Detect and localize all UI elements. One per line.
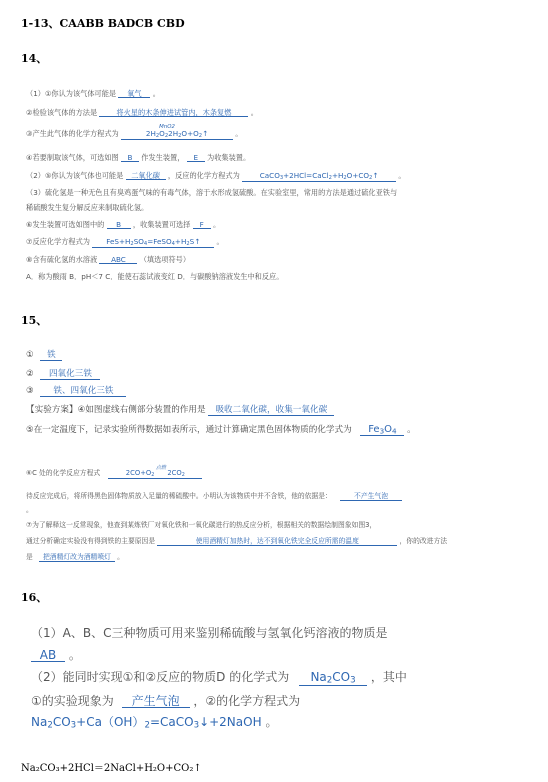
q15-line-10 — [26, 554, 124, 562]
q15-answer-2-row: ② 四氧化三铁 — [26, 370, 100, 380]
q16-l3-text: （2）能同时实现①和②反应的物质D 的化学式为 — [31, 670, 290, 684]
q14-line-10 — [26, 256, 190, 264]
q14-line-8 — [26, 221, 220, 229]
q14-answer-test-method: 将火星的木条伸进试管内，木条复燃 — [99, 109, 248, 117]
q14-l8-text: ⑥发生装置可选如图中的 — [26, 220, 105, 229]
q15-answer-2: 四氧化三铁 — [40, 370, 100, 380]
q16-l5-end: 。 — [265, 715, 278, 729]
q15-answer-3: 铁、四氧化三铁 — [40, 387, 126, 397]
q15-answer-main-cause: 使用酒精灯加热时，达不到氧化铁完全反应所需的温度 — [157, 538, 397, 546]
q16-l4-text: ①的实验现象为 — [31, 694, 114, 708]
q14-l2-end: 。 — [250, 108, 258, 117]
q15-answer-1: 铁 — [40, 351, 62, 361]
q14-l5-mid: ，反应的化学方程式为 — [167, 171, 240, 180]
catalyst-label: MnO2 — [159, 124, 175, 131]
q15-line-9 — [26, 538, 447, 546]
q14-line-3 — [26, 124, 243, 140]
q16-line-4 — [31, 695, 300, 708]
q14-answer-caco3-equation: $CaCO_3+2HCl=CaCl_2+H_2O+CO_2↑$ — [242, 172, 396, 182]
q14-answer-h2s-collector: F — [193, 221, 211, 229]
q14-line-11-options: A．称为酸雨 B．pH＜7 C．能使石蕊试液变红 D．与碳酸钠溶液发生中和反应。 — [26, 272, 284, 281]
q14-answer-gas: 氧气 — [118, 90, 150, 98]
q14-answer-fes-equation: $FeS+H_2SO_4=FeSO_4+H_2S↑$ — [92, 238, 214, 248]
q15-line-4 — [26, 406, 334, 416]
q15-line-8: ⑦为了解释这一反常现象，他查到某炼铁厂对氧化铁和一氧化碳进行的热反应分析，根据相关的数据绘制图象如图3， — [26, 521, 377, 529]
q16-line-3 — [31, 671, 407, 686]
q16-title: 16、 — [21, 591, 48, 604]
q14-l2-text: ②检验该气体的方法是 — [26, 108, 98, 117]
q15-l10-text: 是 — [26, 553, 33, 561]
q14-line-1 — [26, 90, 160, 98]
q14-l1-text: （1）①你认为该气体可能是 — [26, 89, 117, 98]
q14-l10-end: （填选项符号） — [139, 255, 191, 264]
q14-line-9 — [26, 238, 224, 248]
q16-answer-na2co3: $Na_2CO_3$ — [299, 671, 367, 686]
q15-l9-text: 通过分析确定实验没有得到铁的主要原因是 — [26, 537, 156, 545]
q14-line-7: 稀硫酸发生复分解反应来制取硫化氢。 — [26, 203, 149, 212]
q14-line-5 — [26, 172, 406, 182]
q14-l5-text: （2）⑤你认为该气体也可能是 — [26, 171, 124, 180]
q14-answer-generator: B — [121, 154, 139, 162]
q15-l9-end: ，你的改进方法 — [399, 537, 448, 545]
q16-l3-end: ，其中 — [370, 670, 407, 684]
q14-l8-mid: ，收集装置可选择 — [132, 220, 191, 229]
q15-answer-device-purpose: 吸收二氧化碳，收集一氧化碳 — [208, 406, 334, 416]
q15-line-5 — [26, 425, 416, 436]
q15-title: 15、 — [21, 314, 48, 327]
q15-answer-formula: $Fe_3O_4$ — [360, 425, 404, 436]
q15-l5-end: 。 — [407, 425, 416, 435]
q15-line-7 — [26, 493, 402, 501]
q15-answer-1-row: ① 铁 — [26, 351, 62, 361]
q16-answer-equation: $Na_2CO_3+Ca(OH)_2=CaCO_3↓+2NaOH$ — [31, 715, 262, 731]
q14-l4-end: 为收集装置。 — [207, 153, 251, 162]
q14-line-4 — [26, 154, 250, 162]
q14-l9-end: 。 — [216, 237, 224, 246]
q15-line-6 — [26, 464, 202, 479]
q14-line-6: （3）硫化氢是一种无色且有臭鸡蛋气味的有毒气体，溶于水形成氢硫酸。在实验室里，常用的方法是通过硫化亚铁与 — [26, 188, 398, 197]
q14-answer-collector: E — [187, 154, 205, 162]
q15-l10-end: 。 — [117, 553, 124, 561]
q14-l3-end: 。 — [235, 129, 243, 138]
q16-answer-ab: AB — [31, 649, 65, 662]
q15-l5-text: ⑤在一定温度下，记录实验所得数据如表所示，通过计算确定黑色固体物质的化学式为 — [26, 425, 352, 435]
q14-l4-text: ④若要制取该气体，可选如图 — [26, 153, 119, 162]
q15-answer-c-equation: $2CO+O_2$ 点燃 $2CO_2$ — [108, 470, 202, 479]
q15-answer-improvement: 把酒精灯改为酒精喷灯 — [39, 554, 115, 562]
q14-l5-end: 。 — [398, 171, 406, 180]
q15-line-7b: 。 — [26, 506, 33, 514]
q16-l4-end: ，②的化学方程式为 — [193, 694, 301, 708]
q15-answer-3-row: ③ 铁、四氧化三铁 — [26, 387, 126, 397]
q14-l1-end: 。 — [152, 89, 160, 98]
ignite-condition: 点燃 — [155, 464, 166, 471]
q14-l8-end: 。 — [213, 220, 221, 229]
final-equation: Na₂CO₃+2HCl＝2NaCl+H₂O+CO₂↑ — [21, 763, 202, 774]
q14-answer-h2s-generator: B — [107, 221, 131, 229]
q16-line-1: （1）A、B、C三种物质可用来鉴别稀硫酸与氢氧化钙溶液的物质是 — [31, 626, 388, 640]
q14-l3-text: ③产生此气体的化学方程式为 — [26, 129, 119, 138]
q14-l10-text: ⑧含有硫化氢的水溶液 — [26, 255, 98, 264]
q16-line-5 — [31, 716, 277, 730]
q14-answer-co2: 二氧化碳 — [126, 172, 166, 180]
q16-answer-phenomenon: 产生气泡 — [122, 695, 190, 708]
q15-l7-text: 待反应完成后，将所得黑色固体物质放入足量的稀硫酸中。小明认为该物质中并不含铁，他的依据是： — [26, 492, 332, 500]
q15-l4-text: 【实验方案】④如图虚线右侧部分装置的作用是 — [26, 405, 206, 415]
q14-l9-text: ⑦反应化学方程式为 — [26, 237, 90, 246]
q14-l4-mid: 作发生装置， — [141, 153, 185, 162]
q14-answer-equation: $2H_2O_2$ MnO2 $2H_2O+O_2↑$ — [121, 130, 233, 140]
q14-answer-h2s-solution: ABC — [99, 256, 137, 264]
q15-answer-reason: 不产生气泡 — [340, 493, 402, 501]
q14-line-2 — [26, 109, 258, 117]
q16-line-2: AB 。 — [31, 649, 81, 662]
answers-1-13: 1-13、CAABB BADCB CBD — [21, 17, 185, 30]
q15-l6-text: ⑥C 处的化学反应方程式 — [26, 469, 101, 477]
q14-title: 14、 — [21, 52, 48, 65]
